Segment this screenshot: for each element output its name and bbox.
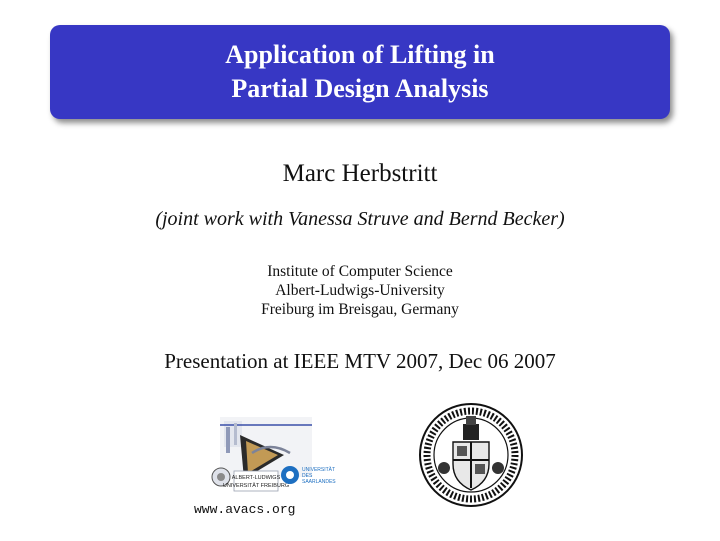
avacs-logo-graphic (194, 413, 344, 503)
affiliation (0, 262, 720, 319)
albert-ludwigs-logo-text-2: UNIVERSITÄT FREIBURG (222, 483, 290, 489)
author-name: Marc Herbstritt (282, 160, 438, 187)
affiliation-line-2: Albert-Ludwigs-University (275, 282, 445, 299)
presentation-info: Presentation at IEEE MTV 2007, Dec 06 2007 (164, 349, 556, 373)
joint-work: (joint work with Vanessa Struve and Bernd Becker) (155, 208, 565, 230)
title-line-1: Application of Lifting in (225, 40, 495, 69)
saarland-logo-text: UNIVERSITÄT (302, 467, 336, 473)
title-box (50, 25, 670, 119)
affiliation-line-3: Freiburg im Breisgau, Germany (261, 301, 459, 318)
albert-ludwigs-logo-text: ALBERT-LUDWIGS (231, 475, 281, 481)
seal-graphic (418, 402, 524, 508)
title-line-2: Partial Design Analysis (231, 74, 489, 103)
saarland-logo-text-3: SAARLANDES (302, 479, 336, 485)
affiliation-line-1: Institute of Computer Science (267, 263, 453, 280)
website-link[interactable]: www.avacs.org (194, 502, 296, 517)
university-seal-icon (418, 402, 524, 508)
saarland-logo-text-2: DES (302, 473, 313, 479)
avacs-logo (194, 413, 344, 503)
